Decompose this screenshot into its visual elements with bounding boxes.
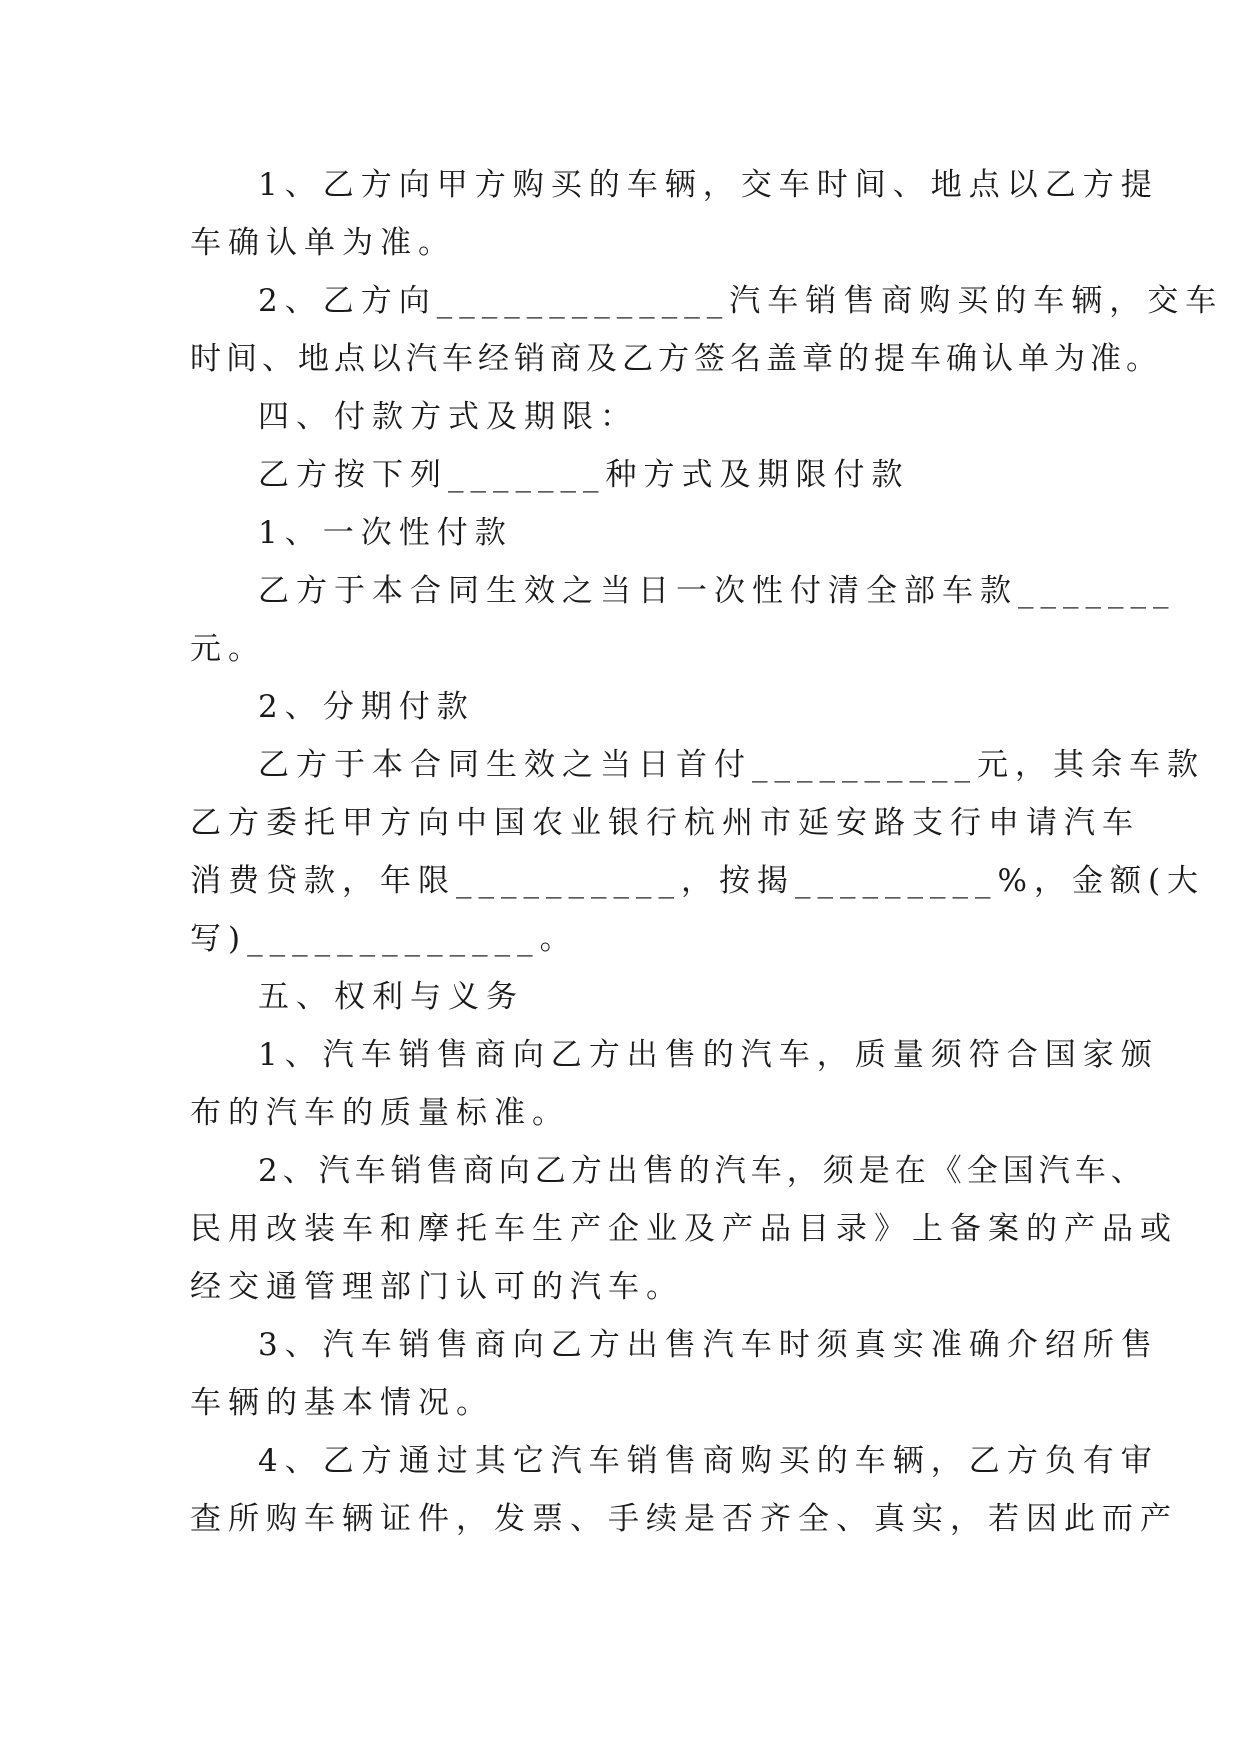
text-line: 民用改装车和摩托车生产企业及产品目录》上备案的产品或 [190,1211,1178,1247]
text-line: 2、分期付款 [258,689,475,725]
text-line: 乙方按下列_______种方式及期限付款 [258,457,910,493]
text-line: 1、汽车销售商向乙方出售的汽车，质量须符合国家颁 [258,1037,1159,1073]
text-line: 消费贷款，年限__________，按揭_________%，金额(大 [190,863,1206,899]
text-line: 时间、地点以汽车经销商及乙方签名盖章的提车确认单为准。 [190,341,1162,377]
text-line: 布的汽车的质量标准。 [190,1095,570,1131]
text-line: 乙方委托甲方向中国农业银行杭州市延安路支行申请汽车 [190,805,1140,841]
text-line: 2、乙方向_____________汽车销售商购买的车辆，交车 [258,283,1224,319]
text-line: 车确认单为准。 [190,225,456,261]
text-line: 查所购车辆证件，发票、手续是否齐全、真实，若因此而产 [190,1501,1178,1537]
text-line: 写)_____________。 [190,921,578,957]
text-line: 乙方于本合同生效之当日一次性付清全部车款_______ [258,573,1176,609]
section-heading: 四、付款方式及期限： [258,399,638,435]
text-line: 车辆的基本情况。 [190,1385,494,1421]
text-line: 1、乙方向甲方购买的车辆，交车时间、地点以乙方提 [258,167,1159,203]
text-line: 3、汽车销售商向乙方出售汽车时须真实准确介绍所售 [258,1327,1159,1363]
text-line: 1、一次性付款 [258,515,513,551]
text-line: 4、乙方通过其它汽车销售商购买的车辆，乙方负有审 [258,1443,1159,1479]
text-line: 乙方于本合同生效之当日首付__________元，其余车款 [258,747,1205,783]
text-line: 2、汽车销售商向乙方出售的汽车，须是在《全国汽车、 [258,1153,1147,1189]
text-line: 经交通管理部门认可的汽车。 [190,1269,684,1305]
text-line: 元。 [190,631,266,667]
section-heading: 五、权利与义务 [258,979,524,1015]
